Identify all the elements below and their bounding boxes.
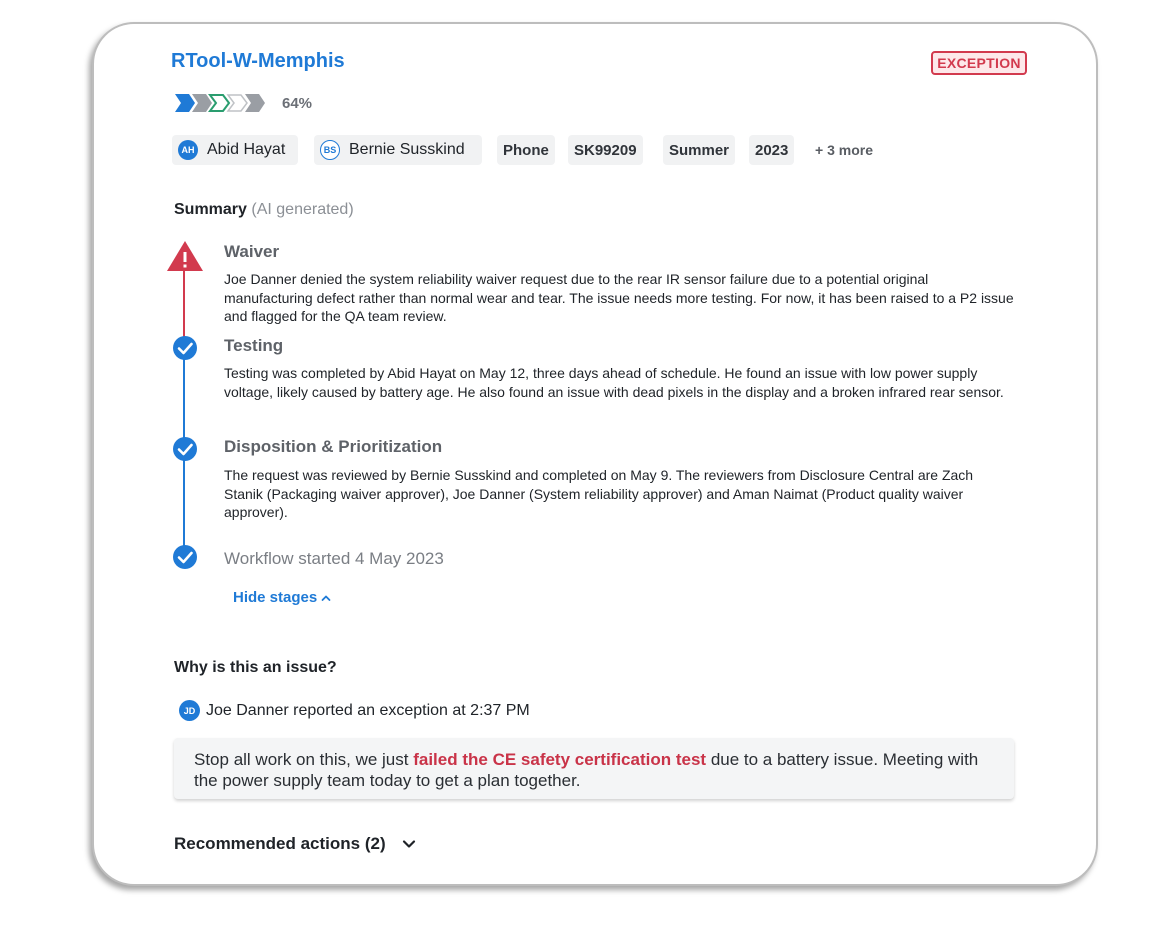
check-circle-icon <box>172 335 198 361</box>
more-tags-link[interactable]: + 3 more <box>815 142 873 158</box>
stage-body-disposition: The request was reviewed by Bernie Susskind and completed on May 9. The reviewers from Disclosure Central are Zach Stanik (Packaging waiver approver), Joe Danner (System reliability approver) and Aman Naimat (Product quality waiver approver). <box>224 467 974 520</box>
stage-title-testing: Testing <box>224 336 284 355</box>
summary-subtitle: (AI generated) <box>251 201 354 218</box>
hide-stages-link[interactable] <box>233 589 331 606</box>
timeline-connector-warning <box>183 268 185 342</box>
chevron-down-icon <box>402 839 416 849</box>
tag-chip[interactable]: Summer <box>663 135 735 165</box>
summary-heading <box>174 201 354 219</box>
workflow-started-text: Workflow started 4 May 2023 <box>224 549 444 568</box>
progress-step-4 <box>228 95 247 111</box>
reporter-line <box>179 700 530 721</box>
quote-text-end: due to a battery issue. Meeting with the power supply team today to get a plan together. <box>194 750 979 790</box>
tag-chip[interactable]: Phone <box>497 135 555 165</box>
tag-chip[interactable]: 2023 <box>749 135 794 165</box>
check-circle-icon <box>172 544 198 570</box>
person-chip-bernie[interactable] <box>314 135 482 165</box>
recommended-actions-label: Recommended actions (2) <box>174 834 386 853</box>
quote-text-start: Stop all work on this, we just <box>194 750 414 769</box>
recommended-actions-toggle[interactable] <box>174 834 416 854</box>
progress-percent: 64% <box>282 95 313 112</box>
quote-highlight: failed the CE safety certification test <box>413 750 707 769</box>
issue-heading: Why is this an issue? <box>174 659 337 676</box>
person-name: Bernie Susskind <box>349 141 465 158</box>
reporter-text: Joe Danner reported an exception at 2:37 PM <box>206 701 530 719</box>
tag-chip[interactable]: SK99209 <box>568 135 643 165</box>
avatar: BS <box>320 140 340 160</box>
warning-triangle-icon <box>166 240 204 272</box>
check-circle-icon <box>172 436 198 462</box>
hide-stages-label: Hide stages <box>233 589 318 606</box>
stage-title-waiver: Waiver <box>224 242 280 261</box>
stage-title-disposition: Disposition & Prioritization <box>224 437 443 456</box>
person-chip-abid[interactable] <box>172 135 298 165</box>
status-badge: EXCEPTION <box>931 51 1027 75</box>
stage-body-testing: Testing was completed by Abid Hayat on May 12, three days ahead of schedule. He found an issue with low power supply voltage, likely caused by battery age. He also found an issue with dead pixels in the display and a broken infrared rear sensor. <box>224 365 1004 400</box>
issue-quote <box>174 738 1014 799</box>
progress-step-1 <box>175 94 195 112</box>
summary-title: Summary <box>174 201 247 218</box>
progress-chevrons <box>175 94 267 112</box>
page-title[interactable]: RTool-W-Memphis <box>171 50 345 72</box>
avatar: JD <box>179 700 200 721</box>
stage-body-waiver: Joe Danner denied the system reliability waiver request due to the rear IR sensor failure due to a potential original manufacturing defect rather than normal wear and tear. The issue needs more testing. For now, it has been raised to a P2 issue and flagged for the QA team review. <box>224 271 1014 324</box>
chevron-up-icon <box>321 594 331 602</box>
avatar: AH <box>178 140 198 160</box>
progress-step-5 <box>245 94 265 112</box>
person-name: Abid Hayat <box>207 141 286 158</box>
progress-step-3 <box>210 95 229 111</box>
